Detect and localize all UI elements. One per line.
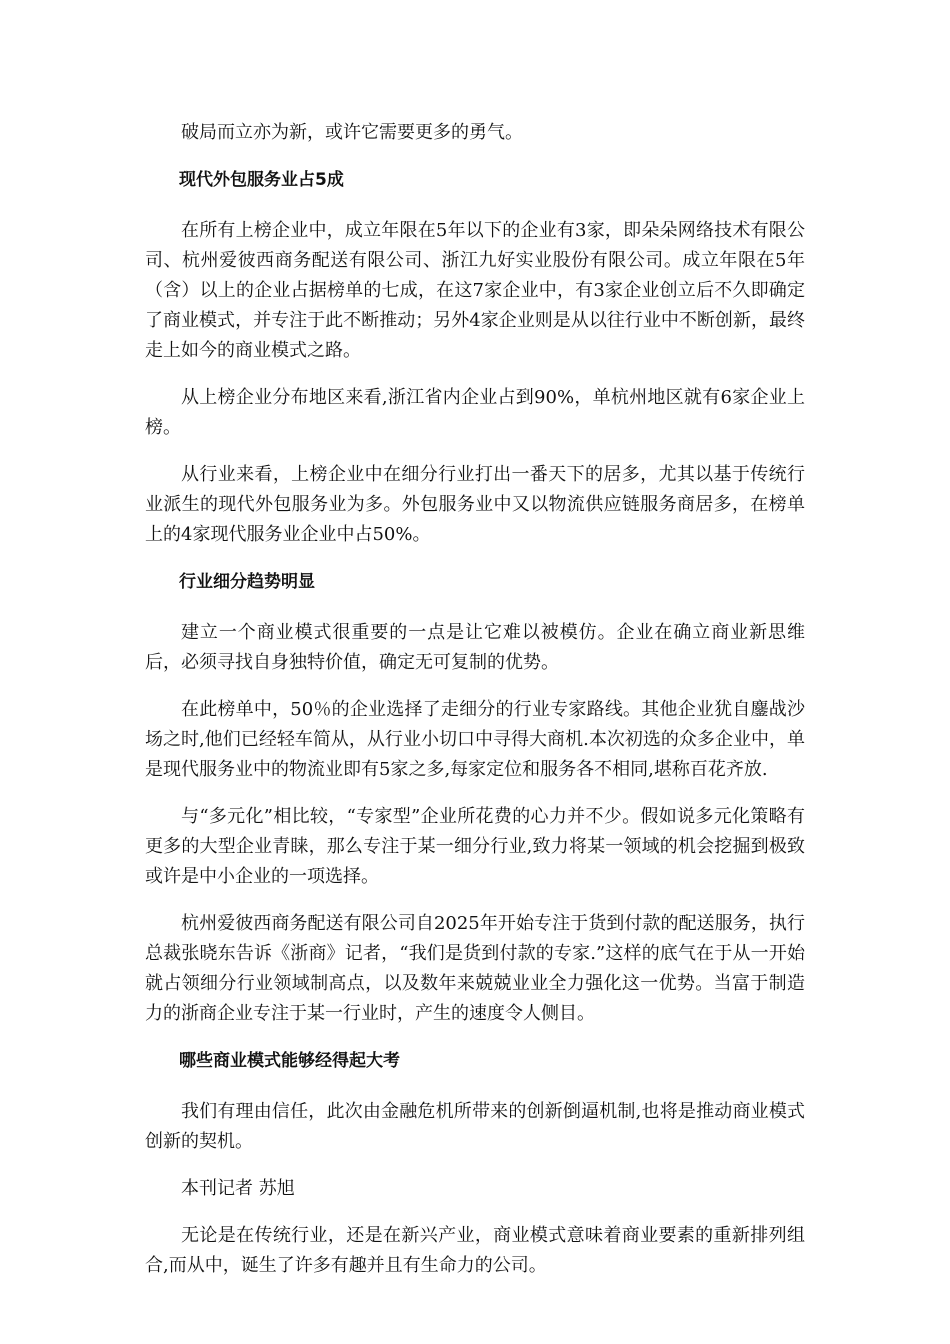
- paragraph-crisis-innovation: 我们有理由信任，此次由金融危机所带来的创新倒逼机制,也将是推动商业模式创新的契机。: [145, 1101, 805, 1152]
- section-heading-business-models: 哪些商业模式能够经得起大考: [179, 1051, 400, 1071]
- byline: 本刊记者 苏旭: [181, 1178, 295, 1199]
- paragraph-specialist-route: 在此榜单中，50％的企业选择了走细分的行业专家路线。其他企业犹自鏖战沙场之时,他们已经轻车简从，从行业小切口中寻得大商机.本次初选的众多企业中，单是现代服务业中的物流业即有5家之多,每家定位和服务各不相同,堪称百花齐放.: [145, 699, 805, 780]
- section-heading-segmentation: 行业细分趋势明显: [179, 572, 315, 592]
- paragraph-abc-delivery: 杭州爱彼西商务配送有限公司自2025年开始专注于货到付款的配送服务，执行总裁张晓东告诉《浙商》记者，“我们是货到付款的专家.”这样的底气在于从一开始就占领细分行业领域制高点，以及数年来兢兢业业全力强化这一优势。当富于制造力的浙商企业专注于某一行业时，产生的速度令人侧目。: [145, 913, 805, 1024]
- paragraph-conclusion: 无论是在传统行业，还是在新兴产业，商业模式意味着商业要素的重新排列组合,而从中，诞生了许多有趣并且有生命力的公司。: [145, 1225, 805, 1276]
- paragraph-intro: 破局而立亦为新，或许它需要更多的勇气。: [181, 122, 523, 143]
- paragraph-region: 从上榜企业分布地区来看,浙江省内企业占到90%，单杭州地区就有6家企业上榜。: [145, 387, 805, 438]
- paragraph-industry: 从行业来看，上榜企业中在细分行业打出一番天下的居多，尤其以基于传统行业派生的现代外包服务业为多。外包服务业中又以物流供应链服务商居多，在榜单上的4家现代服务业企业中占50%。: [145, 464, 805, 545]
- paragraph-imitation: 建立一个商业模式很重要的一点是让它难以被模仿。企业在确立商业新思维后，必须寻找自身独特价值，确定无可复制的优势。: [145, 622, 805, 673]
- paragraph-company-age: 在所有上榜企业中，成立年限在5年以下的企业有3家，即朵朵网络技术有限公司、杭州爱彼西商务配送有限公司、浙江九好实业股份有限公司。成立年限在5年（含）以上的企业占据榜单的七成，在这7家企业中，有3家企业创立后不久即确定了商业模式，并专注于此不断推动；另外4家企业则是从以往行业中不断创新，最终走上如今的商业模式之路。: [145, 220, 805, 361]
- section-heading-outsourcing: 现代外包服务业占5成: [179, 170, 344, 190]
- document-page: [145, 118, 805, 1298]
- paragraph-diversification: 与“多元化”相比较，“专家型”企业所花费的心力并不少。假如说多元化策略有更多的大型企业青睐，那么专注于某一细分行业,致力将某一领域的机会挖掘到极致或许是中小企业的一项选择。: [145, 806, 805, 887]
